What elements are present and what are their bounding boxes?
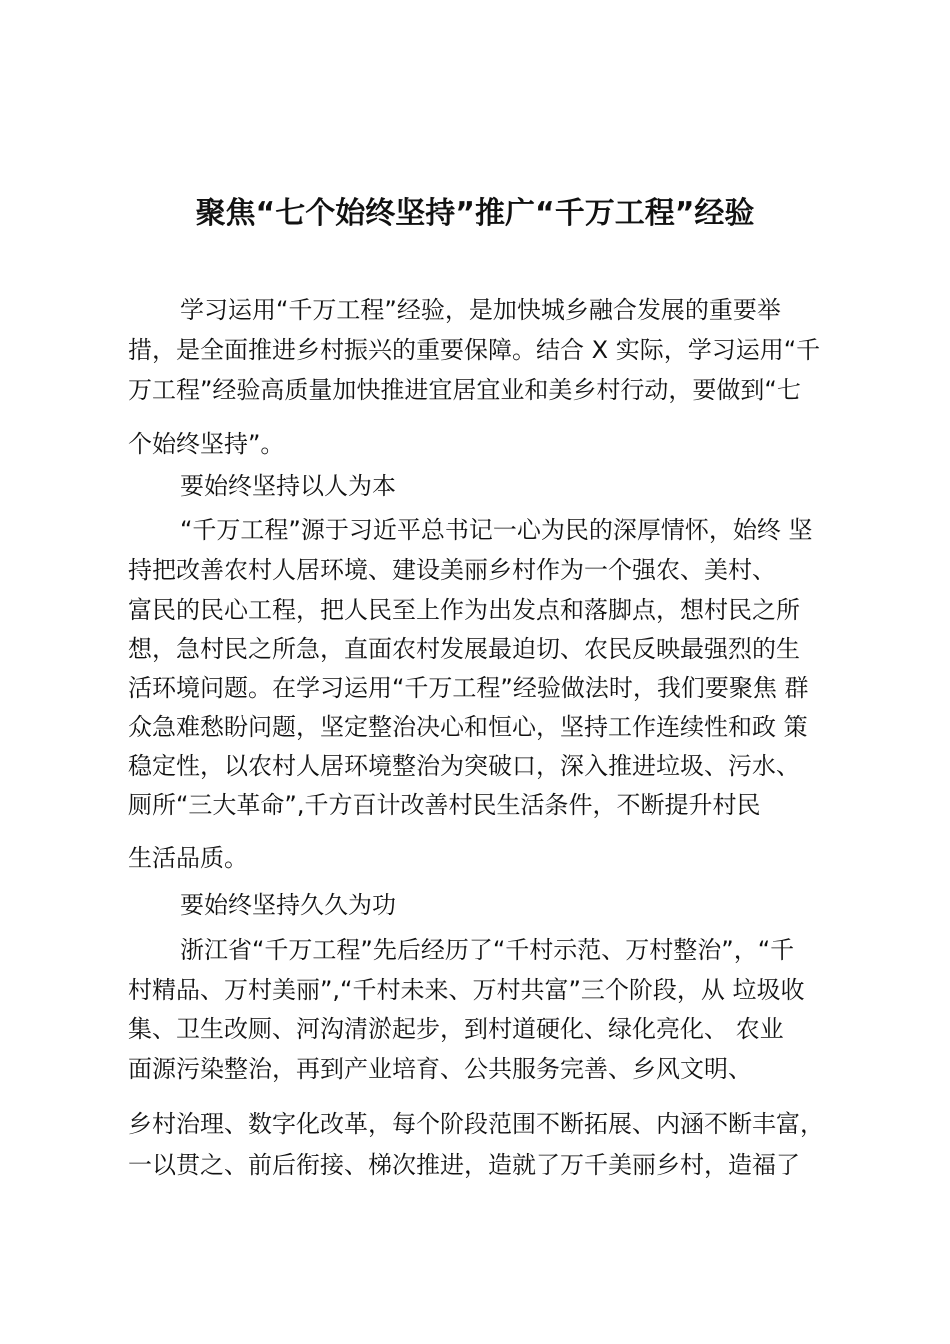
section-heading: 要始终坚持久久为功: [180, 891, 396, 919]
paragraph-line: 面源污染整治，再到产业培育、公共服务完善、乡风文明、: [128, 1055, 752, 1083]
paragraph-line: 稳定性，以农村人居环境整治为突破口，深入推进垃圾、污水、: [128, 752, 800, 780]
paragraph-line: 浙江省“千万工程”先后经历了“千村示范、万村整治”，“千: [180, 936, 795, 964]
paragraph-line: 厕所“三大革命”,千方百计改善村民生活条件，不断提升村民: [128, 791, 761, 819]
paragraph-line: 想，急村民之所急，直面农村发展最迫切、农民反映最强烈的生: [128, 635, 800, 663]
paragraph-line: 一以贯之、前后衔接、梯次推进，造就了万千美丽乡村，造福了: [128, 1151, 800, 1179]
paragraph-line: 万工程”经验高质量加快推进宜居宜业和美乡村行动，要做到“七: [128, 376, 801, 404]
paragraph-line: 众急难愁盼问题，坚定整治决心和恒心，坚持工作连续性和政 策: [128, 713, 808, 741]
paragraph-line: 学习运用“千万工程”经验，是加快城乡融合发展的重要举: [180, 296, 781, 324]
paragraph-line: 生活品质。: [128, 844, 248, 872]
paragraph-line: 持把改善农村人居环境、建设美丽乡村作为一个强农、美村、: [128, 556, 776, 584]
paragraph-line: “千万工程”源于习近平总书记一心为民的深厚情怀，始终 坚: [180, 516, 813, 544]
section-heading: 要始终坚持以人为本: [180, 472, 396, 500]
document-title: 聚焦“七个始终坚持”推广“千万工程”经验: [195, 196, 755, 231]
paragraph-line: 措，是全面推进乡村振兴的重要保障。结合 X 实际，学习运用“千: [128, 336, 821, 364]
paragraph-line: 乡村治理、数字化改革，每个阶段范围不断拓展、内涵不断丰富，: [128, 1110, 824, 1138]
paragraph-line: 富民的民心工程，把人民至上作为出发点和落脚点，想村民之所: [128, 596, 800, 624]
paragraph-line: 活环境问题。在学习运用“千万工程”经验做法时，我们要聚焦 群: [128, 674, 809, 702]
paragraph-line: 集、卫生改厕、河沟清淤起步，到村道硬化、绿化亮化、 农业: [128, 1015, 784, 1043]
paragraph-line: 个始终坚持”。: [128, 430, 285, 458]
paragraph-line: 村精品、万村美丽”,“千村未来、万村共富”三个阶段，从 垃圾收: [128, 976, 805, 1004]
